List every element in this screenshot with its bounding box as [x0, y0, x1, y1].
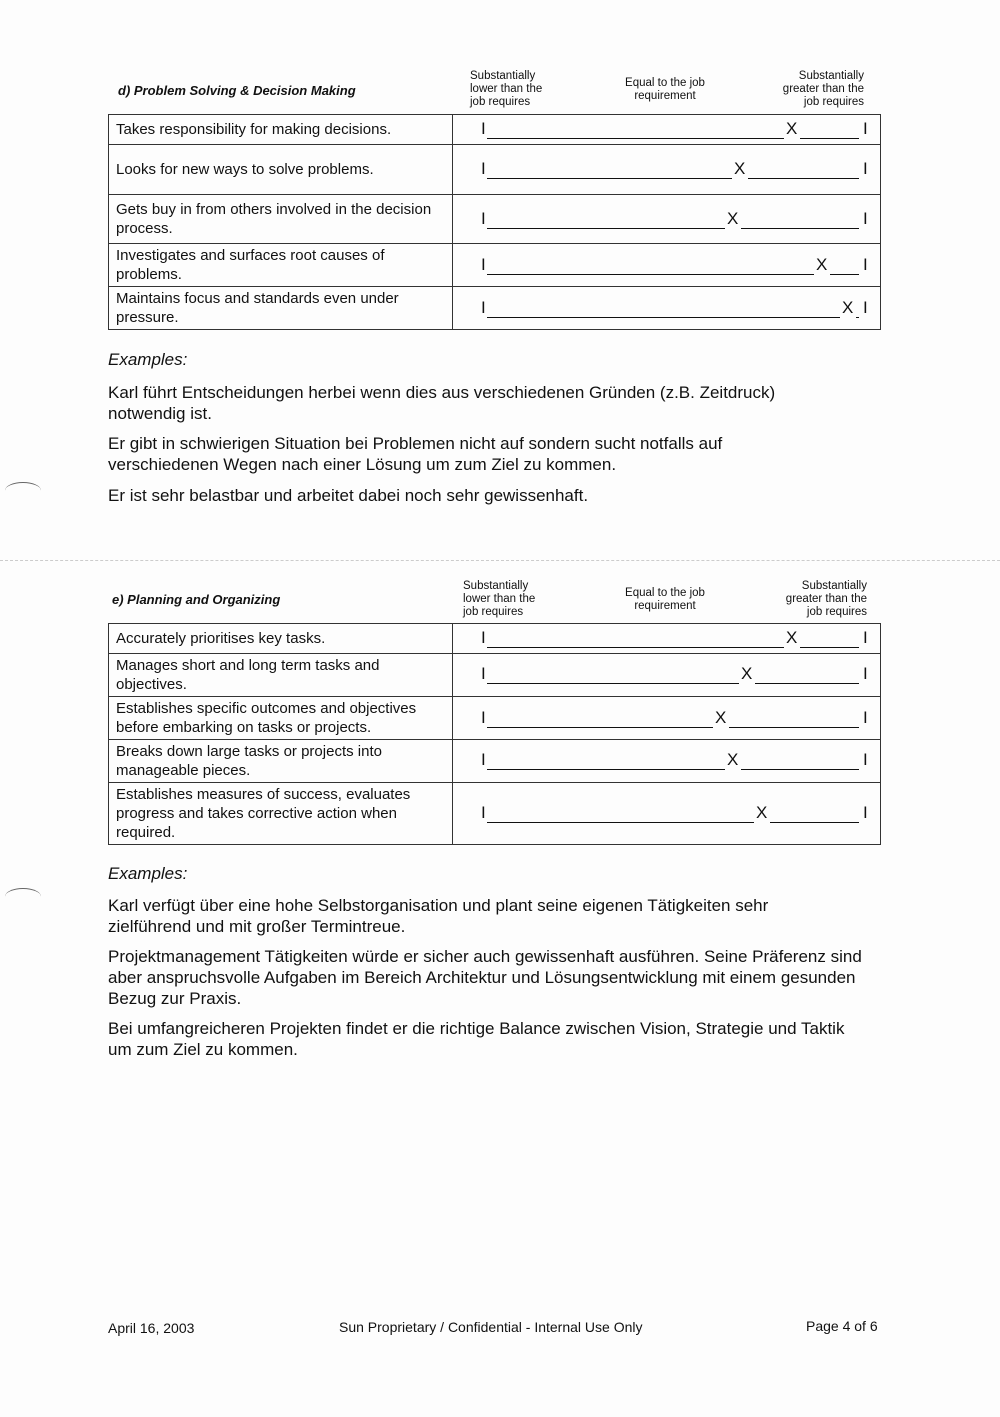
scale-left-end: I: [481, 750, 486, 769]
scale-line: [755, 683, 859, 684]
scale-header-mid-line: requirement: [634, 600, 696, 612]
criterion-text: Breaks down large tasks or projects into manageable pieces.: [109, 740, 453, 783]
scale-header-low-line: lower than the: [470, 83, 543, 95]
scale-header-high-line: greater than the: [785, 593, 867, 605]
scale-line: [487, 683, 739, 684]
scale-header-high-line: greater than the: [782, 83, 864, 95]
rating-mark: X: [727, 208, 739, 228]
criterion-text: Gets buy in from others involved in the decision process.: [109, 195, 453, 244]
criterion-text: Investigates and surfaces root causes of problems.: [109, 244, 453, 287]
rating-row: [109, 654, 881, 697]
page-divider: [0, 560, 1000, 561]
rating-row: [109, 244, 881, 287]
scale-right-end: I: [863, 802, 868, 822]
rating-row: [109, 195, 881, 244]
scale-header-low-line: lower than the: [463, 593, 536, 605]
rating-mark: X: [786, 118, 798, 138]
scale-header-high: [757, 580, 867, 619]
scale-header-low: [463, 580, 573, 619]
scale-left-end: I: [481, 627, 486, 647]
scale-header-low-line: Substantially: [470, 70, 536, 82]
rating-scale: [453, 244, 881, 287]
scale-right-end: I: [863, 158, 868, 178]
scale-header-mid-line: Equal to the job: [625, 77, 705, 89]
scale-line: [487, 769, 725, 770]
scale-line: [748, 178, 859, 179]
rating-scale: [453, 115, 881, 145]
scale-header-low-line: job requires: [470, 96, 531, 108]
scale-header-low-line: job requires: [463, 606, 524, 618]
section-e-title: e) Planning and Organizing: [112, 592, 281, 607]
scale-line: [487, 317, 840, 318]
scale-right-end: I: [863, 627, 868, 647]
scale-left-end: I: [481, 254, 486, 274]
scale-header-low-line: Substantially: [463, 580, 529, 592]
scale-line: [800, 647, 859, 648]
rating-scale: [453, 783, 881, 845]
scale-left-end: I: [481, 707, 486, 727]
scale-right-end: I: [863, 664, 868, 683]
rating-scale: [453, 697, 881, 740]
section-e-example-3: Bei umfangreicheren Projekten findet er die richtige Balance zwischen Vision, Strategie und Taktik um zum Ziel zu kommen.: [108, 1019, 845, 1059]
rating-scale: [453, 624, 881, 654]
scale-left-end: I: [481, 297, 486, 317]
criterion-text: Establishes specific outcomes and objectives before embarking on tasks or projects.: [109, 697, 453, 740]
rating-mark: X: [727, 750, 739, 769]
rating-row: [109, 145, 881, 195]
scale-header-low: [470, 70, 580, 109]
footer-date: April 16, 2003: [108, 1320, 195, 1336]
scale-header-mid-line: requirement: [634, 90, 696, 102]
criterion-text: Maintains focus and standards even under pressure.: [109, 287, 453, 330]
rating-scale: [453, 145, 881, 195]
criterion-text: Accurately prioritises key tasks.: [109, 624, 453, 654]
rating-scale: [453, 195, 881, 244]
punch-hole-mark: [5, 482, 41, 499]
rating-scale: [453, 740, 881, 783]
scale-header-high-line: job requires: [806, 606, 867, 618]
rating-row: [109, 287, 881, 330]
scale-header-mid-line: Equal to the job: [625, 587, 705, 599]
scale-line: [487, 727, 713, 728]
scale-right-end: I: [863, 208, 868, 228]
scale-line: [800, 138, 859, 139]
scale-left-end: I: [481, 118, 486, 138]
rating-mark: X: [734, 158, 746, 178]
scale-header-mid: [605, 587, 725, 613]
rating-mark: X: [741, 664, 753, 683]
criterion-text: Takes responsibility for making decisions.: [109, 115, 453, 145]
criterion-text: Manages short and long term tasks and objectives.: [109, 654, 453, 697]
scale-left-end: I: [481, 802, 486, 822]
scale-left-end: I: [481, 664, 486, 683]
section-d-example-1: Karl führt Entscheidungen herbei wenn dies aus verschiedenen Gründen (z.B. Zeitdruck) notwendig ist.: [108, 383, 776, 423]
scale-right-end: I: [863, 254, 868, 274]
scale-header-high-line: Substantially: [801, 580, 867, 592]
scale-left-end: I: [481, 158, 486, 178]
section-d-example-2: Er gibt in schwierigen Situation bei Problemen nicht auf sondern sucht notfalls auf verschiedenen Wegen nach einer Lösung um zum Ziel zu kommen.: [108, 434, 723, 474]
scale-right-end: I: [863, 707, 868, 727]
scale-header-high: [754, 70, 864, 109]
scale-line: [487, 822, 754, 823]
criterion-text: Establishes measures of success, evaluates progress and takes corrective action when required.: [109, 783, 453, 845]
scale-header-mid: [605, 77, 725, 103]
rating-mark: X: [756, 802, 768, 822]
scale-line: [830, 274, 859, 275]
scale-line: [487, 138, 784, 139]
footer-confidential: Sun Proprietary / Confidential - Internal Use Only: [339, 1319, 643, 1335]
scale-line: [741, 769, 859, 770]
section-d-rating-table: [108, 114, 881, 330]
scale-line: [856, 317, 859, 318]
scale-right-end: I: [863, 118, 868, 138]
section-e-example-2: Projektmanagement Tätigkeiten würde er sicher auch gewissenhaft ausführen. Seine Präferenz sind aber anspruchsvolle Aufgaben im Bereich Architektur und Lösungsentwicklung mit einem gesunden Bezug zur Praxis.: [108, 947, 862, 1008]
rating-row: [109, 624, 881, 654]
section-d-title: d) Problem Solving & Decision Making: [118, 83, 356, 98]
section-e-example-1: Karl verfügt über eine hohe Selbstorganisation und plant seine eigenen Tätigkeiten sehr zielführend und mit großer Termintreue.: [108, 896, 769, 936]
scale-header-high-line: job requires: [803, 96, 864, 108]
scale-right-end: I: [863, 297, 868, 317]
rating-scale: [453, 287, 881, 330]
rating-mark: X: [842, 297, 854, 317]
scale-left-end: I: [481, 208, 486, 228]
scale-line: [487, 647, 784, 648]
scale-line: [487, 178, 732, 179]
scale-line: [487, 274, 814, 275]
rating-row: [109, 783, 881, 845]
punch-hole-mark: [5, 888, 41, 905]
scale-line: [770, 822, 859, 823]
rating-mark: X: [786, 627, 798, 647]
rating-row: [109, 740, 881, 783]
section-d-examples-label: Examples:: [108, 350, 188, 369]
scale-right-end: I: [863, 750, 868, 769]
rating-row: [109, 115, 881, 145]
scale-header-high-line: Substantially: [798, 70, 864, 82]
section-e-examples-label: Examples:: [108, 864, 188, 883]
criterion-text: Looks for new ways to solve problems.: [109, 145, 453, 195]
rating-mark: X: [715, 707, 727, 727]
footer-page-number: Page 4 of 6: [806, 1318, 878, 1334]
rating-row: [109, 697, 881, 740]
rating-mark: X: [816, 254, 828, 274]
scale-line: [729, 727, 859, 728]
scale-line: [487, 228, 725, 229]
section-e-rating-table: [108, 623, 881, 845]
rating-scale: [453, 654, 881, 697]
section-d-example-3: Er ist sehr belastbar und arbeitet dabei noch sehr gewissenhaft.: [108, 486, 589, 505]
scale-line: [741, 228, 859, 229]
